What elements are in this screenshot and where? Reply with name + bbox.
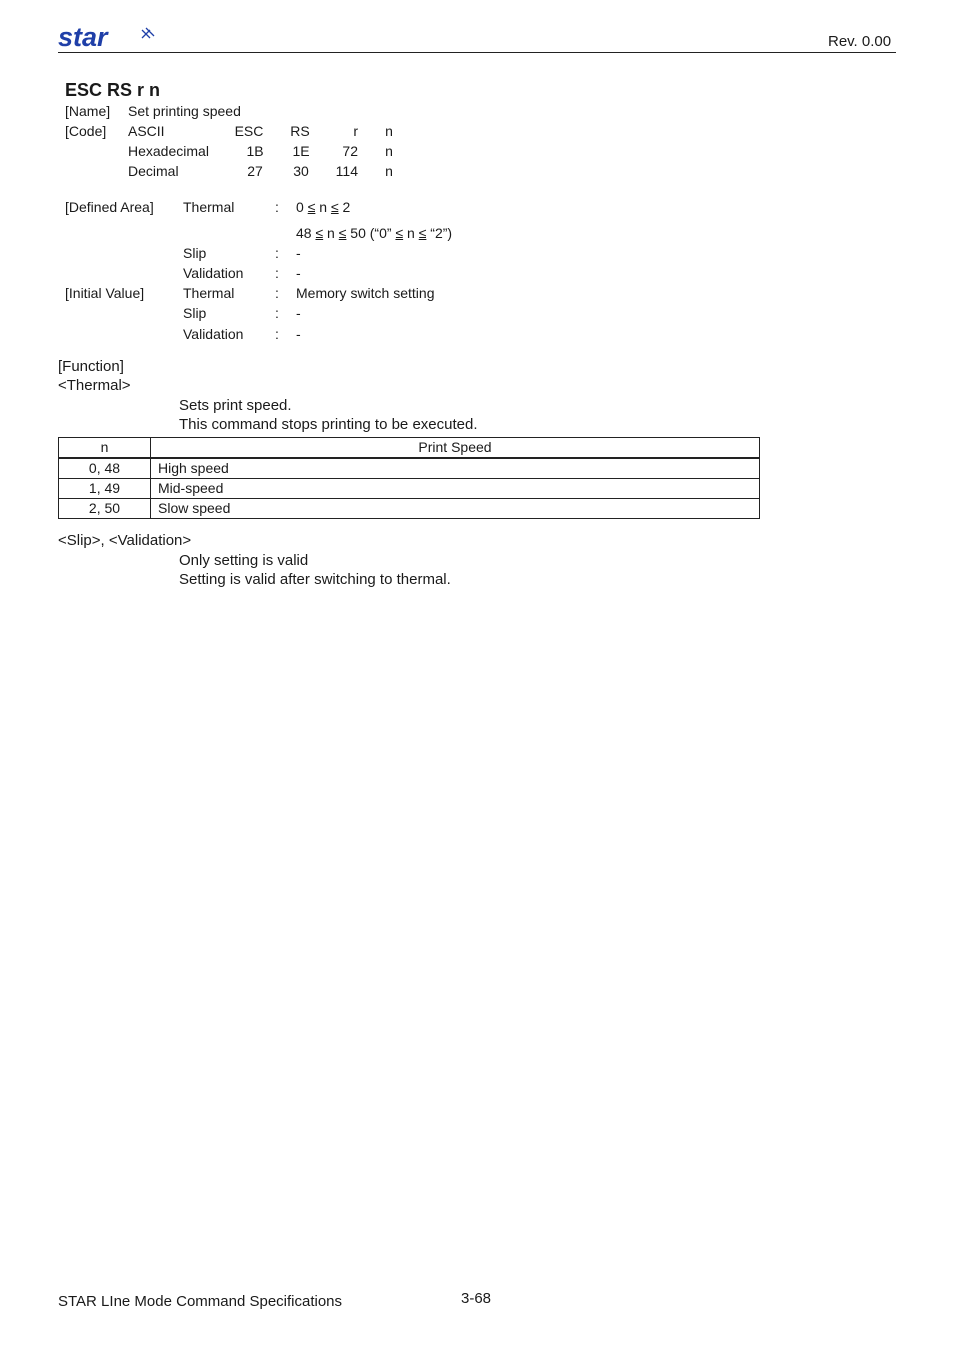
footer-doc-title: STAR LIne Mode Command Specifications bbox=[58, 1293, 343, 1310]
code-hex-1: 1B bbox=[246, 143, 264, 159]
code-label: [Code] bbox=[65, 123, 107, 139]
table-cell-n: 2, 50 bbox=[59, 499, 151, 519]
initial-validation-label: Validation bbox=[183, 326, 244, 342]
table-cell-speed: Slow speed bbox=[151, 499, 760, 519]
table-cell-speed: High speed bbox=[151, 458, 760, 479]
defined-thermal-range-2: 48 ≤ n ≤ 50 (“0” ≤ n ≤ “2”) bbox=[296, 225, 453, 241]
initial-validation-value: - bbox=[296, 326, 301, 342]
defined-thermal-label: Thermal bbox=[183, 199, 235, 215]
defined-slip-label: Slip bbox=[183, 245, 207, 261]
defined-validation-label: Validation bbox=[183, 265, 244, 281]
initial-slip-value: - bbox=[296, 305, 301, 321]
initial-value-label: [Initial Value] bbox=[65, 285, 145, 301]
table-row bbox=[59, 499, 760, 519]
initial-thermal-label: Thermal bbox=[183, 285, 235, 301]
code-format-hex: Hexadecimal bbox=[128, 143, 209, 159]
code-ascii-2: RS bbox=[290, 123, 310, 139]
code-dec-2: 30 bbox=[293, 163, 309, 179]
header-divider bbox=[58, 52, 896, 53]
initial-slip-label: Slip bbox=[183, 305, 207, 321]
command-title: ESC RS r n bbox=[65, 80, 161, 100]
defined-validation-value: - bbox=[296, 265, 301, 281]
slip-desc-2: Setting is valid after switching to thermal. bbox=[179, 571, 451, 588]
code-dec-4: n bbox=[385, 163, 393, 179]
code-ascii-1: ESC bbox=[234, 123, 264, 139]
slip-validation-heading: <Slip>, <Validation> bbox=[58, 532, 192, 549]
star-logo bbox=[58, 24, 158, 50]
defined-slip-colon: : bbox=[275, 245, 279, 261]
defined-thermal-range-1: 0 ≤ n ≤ 2 bbox=[296, 199, 351, 215]
slip-desc-1: Only setting is valid bbox=[179, 552, 309, 569]
table-row bbox=[59, 458, 760, 479]
footer-page-number: 3-68 bbox=[461, 1290, 492, 1307]
table-cell-n: 0, 48 bbox=[59, 458, 151, 479]
thermal-desc-2: This command stops printing to be executed. bbox=[179, 416, 478, 433]
code-dec-3: 114 bbox=[335, 163, 358, 179]
code-ascii-3: r bbox=[353, 123, 358, 139]
table-row bbox=[59, 479, 760, 499]
defined-validation-colon: : bbox=[275, 265, 279, 281]
initial-thermal-colon: : bbox=[275, 285, 279, 301]
code-hex-4: n bbox=[385, 143, 393, 159]
table-header-speed: Print Speed bbox=[151, 438, 760, 459]
defined-area-label: [Defined Area] bbox=[65, 199, 154, 215]
print-speed-table bbox=[58, 437, 760, 519]
logo-text: star bbox=[58, 24, 108, 50]
revision-label: Rev. 0.00 bbox=[828, 33, 892, 50]
code-dec-1: 27 bbox=[247, 163, 263, 179]
initial-slip-colon: : bbox=[275, 305, 279, 321]
code-ascii-4: n bbox=[385, 123, 393, 139]
code-hex-3: 72 bbox=[342, 143, 358, 159]
code-hex-2: 1E bbox=[292, 143, 310, 159]
table-cell-n: 1, 49 bbox=[59, 479, 151, 499]
initial-validation-colon: : bbox=[275, 326, 279, 342]
table-header-n: n bbox=[59, 438, 151, 459]
thermal-desc-1: Sets print speed. bbox=[179, 397, 292, 414]
thermal-heading: <Thermal> bbox=[58, 377, 131, 394]
code-format-dec: Decimal bbox=[128, 163, 179, 179]
table-header-row bbox=[59, 438, 760, 459]
defined-thermal-colon: : bbox=[275, 199, 279, 215]
name-label: [Name] bbox=[65, 103, 111, 119]
defined-slip-value: - bbox=[296, 245, 301, 261]
table-cell-speed: Mid-speed bbox=[151, 479, 760, 499]
code-format-ascii: ASCII bbox=[128, 123, 165, 139]
name-value: Set printing speed bbox=[128, 103, 241, 119]
function-label: [Function] bbox=[58, 358, 124, 375]
initial-thermal-value: Memory switch setting bbox=[296, 285, 435, 301]
